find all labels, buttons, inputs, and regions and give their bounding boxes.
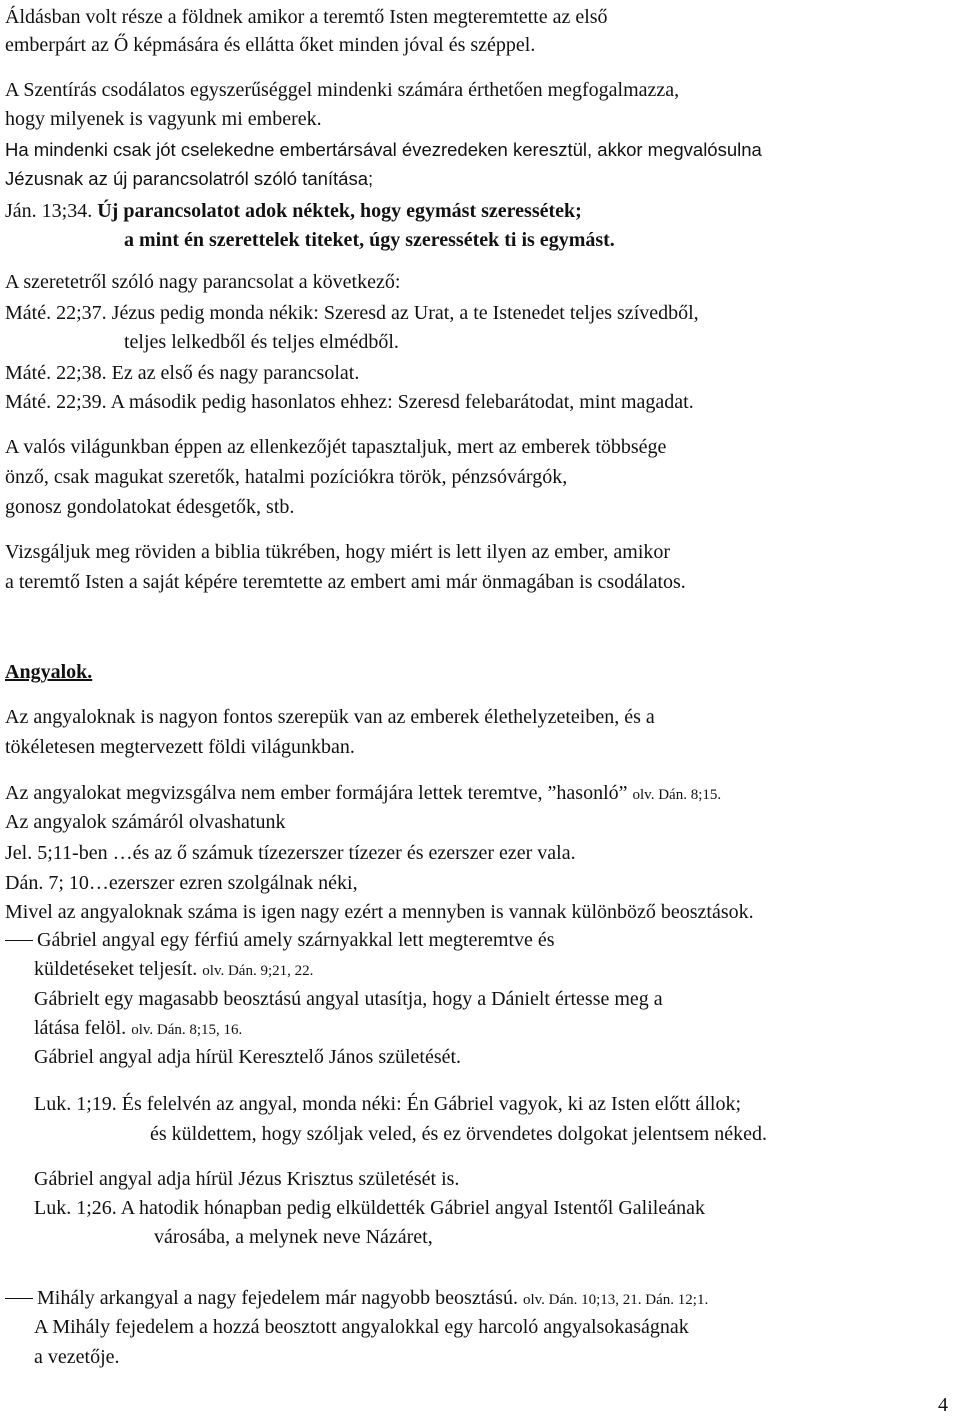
scripture-ref-small: olv. Dán. 10;13, 21. Dán. 12;1. — [522, 1292, 709, 1308]
mihaly-line3: a vezetője. — [34, 1346, 120, 1368]
scripture-ref: Luk. 1;19. — [34, 1093, 117, 1115]
section-heading: Angyalok. — [5, 661, 93, 683]
p1-line1: Áldásban volt része a földnek amikor a teremtő Isten megteremtette az első — [5, 6, 608, 28]
p2-ref-line — [5, 198, 582, 224]
p2-line4: Jézusnak az új parancsolatról szóló tanítása; — [5, 168, 374, 189]
scripture-ref: Máté. 22;39. — [5, 391, 107, 413]
gabriel-text: Gábriel angyal egy férfiú amely szárnyakkal lett megteremtve és — [37, 929, 555, 951]
scripture-quote-bold: Új parancsolatot adok néktek, hogy egymást szeressétek; — [97, 200, 582, 222]
scripture-text: A második pedig hasonlatos ehhez: Szeresd felebarátodat, mint magadat. — [110, 391, 694, 413]
p2-line1: A Szentírás csodálatos egyszerűséggel mindenki számára érthetően megfogalmazza, — [5, 79, 680, 101]
gabriel-line4 — [34, 1015, 242, 1043]
scripture-text: És felelvén az angyal, monda néki: Én Gábriel vagyok, ki az Isten előtt állok; — [121, 1093, 742, 1115]
gabriel-line5: Gábriel angyal adja hírül Keresztelő János születését. — [34, 1046, 462, 1068]
luk-26-cont: városába, a melynek neve Názáret, — [154, 1226, 433, 1248]
p7-line3: Jel. 5;11-ben …és az ő számuk tízezerszer tízezer és ezerszer ezer vala. — [5, 842, 576, 864]
gabriel-line6: Gábriel angyal adja hírül Jézus Krisztus születését is. — [34, 1168, 460, 1190]
p4-line2: önző, csak magukat szeretők, hatalmi pozíciókra török, pénzsóvárgók, — [5, 466, 568, 488]
luk-19-line — [34, 1091, 741, 1117]
gabriel-line1 — [5, 927, 555, 953]
page-number: 4 — [938, 1394, 948, 1416]
mate-39-line — [5, 389, 694, 415]
p1-line2: emberpárt az Ő képmására és ellátta őket minden jóval és széppel. — [5, 34, 536, 56]
scripture-ref-small: olv. Dán. 8;15, 16. — [131, 1022, 243, 1038]
p7-line4: Dán. 7; 10…ezerszer ezren szolgálnak néki, — [5, 872, 358, 894]
p7-text: Az angyalokat megvizsgálva nem ember formájára lettek teremtve, ”hasonló” — [5, 782, 628, 804]
scripture-text: A hatodik hónapban pedig elküldették Gábriel angyal Istentől Galileának — [120, 1197, 705, 1219]
mihaly-line1 — [5, 1285, 708, 1313]
p2-line3: Ha mindenki csak jót cselekedne embertársával évezredeken keresztül, akkor megvalósulna — [5, 139, 762, 160]
dash-marker — [5, 940, 33, 941]
p6-line2: tökéletesen megtervezett földi világunkban. — [5, 736, 355, 758]
p4-line3: gonosz gondolatokat édesgetők, stb. — [5, 496, 295, 518]
gabriel-line3: Gábrielt egy magasabb beosztású angyal utasítja, hogy a Dánielt értesse meg a — [34, 988, 663, 1010]
dash-marker — [5, 1298, 33, 1299]
gabriel-line2 — [34, 956, 313, 984]
scripture-quote-bold-cont: a mint én szerettelek titeket, úgy szeressétek ti is egymást. — [124, 229, 615, 251]
p7-line2: Az angyalok számáról olvashatunk — [5, 811, 286, 833]
mate-37-line — [5, 300, 699, 326]
scripture-ref: Máté. 22;37. — [5, 302, 107, 324]
p6-line1: Az angyaloknak is nagyon fontos szerepük van az emberek élethelyzeteiben, és a — [5, 706, 655, 728]
scripture-ref: Luk. 1;26. — [34, 1197, 117, 1219]
scripture-text: Ez az első és nagy parancsolat. — [111, 362, 360, 384]
scripture-ref-small: olv. Dán. 9;21, 22. — [202, 963, 314, 979]
mihaly-line2: A Mihály fejedelem a hozzá beosztott angyalokkal egy harcoló angyalsokaságnak — [34, 1316, 689, 1338]
mate-37-cont: teljes lelkedből és teljes elmédből. — [124, 331, 399, 353]
p7-line5: Mivel az angyaloknak száma is igen nagy ezért a mennyben is vannak különböző beosztások. — [5, 901, 754, 923]
mate-38-line — [5, 360, 359, 386]
scripture-text: Jézus pedig monda nékik: Szeresd az Urat, a te Istenedet teljes szívedből, — [111, 302, 699, 324]
scripture-ref: Máté. 22;38. — [5, 362, 107, 384]
p7-line1 — [5, 780, 721, 808]
p5-line2: a teremtő Isten a saját képére teremtette az embert ami már önmagában is csodálatos. — [5, 571, 686, 593]
gabriel-text: látása felöl. — [34, 1017, 127, 1039]
luk-26-line — [34, 1195, 705, 1221]
gabriel-text: küldetéseket teljesít. — [34, 958, 198, 980]
luk-19-cont: és küldettem, hogy szóljak veled, és ez örvendetes dolgokat jelentsem néked. — [150, 1123, 768, 1145]
p2-line2: hogy milyenek is vagyunk mi emberek. — [5, 108, 322, 130]
p3-intro: A szeretetről szóló nagy parancsolat a következő: — [5, 271, 401, 293]
scripture-ref-small: olv. Dán. 8;15. — [632, 787, 722, 803]
mihaly-text: Mihály arkangyal a nagy fejedelem már nagyobb beosztású. — [37, 1287, 518, 1309]
scripture-ref: Ján. 13;34. — [5, 200, 93, 222]
p5-line1: Vizsgáljuk meg röviden a biblia tükrében, hogy miért is lett ilyen az ember, amikor — [5, 541, 671, 563]
p4-line1: A valós világunkban éppen az ellenkezőjét tapasztaljuk, mert az emberek többsége — [5, 436, 667, 458]
